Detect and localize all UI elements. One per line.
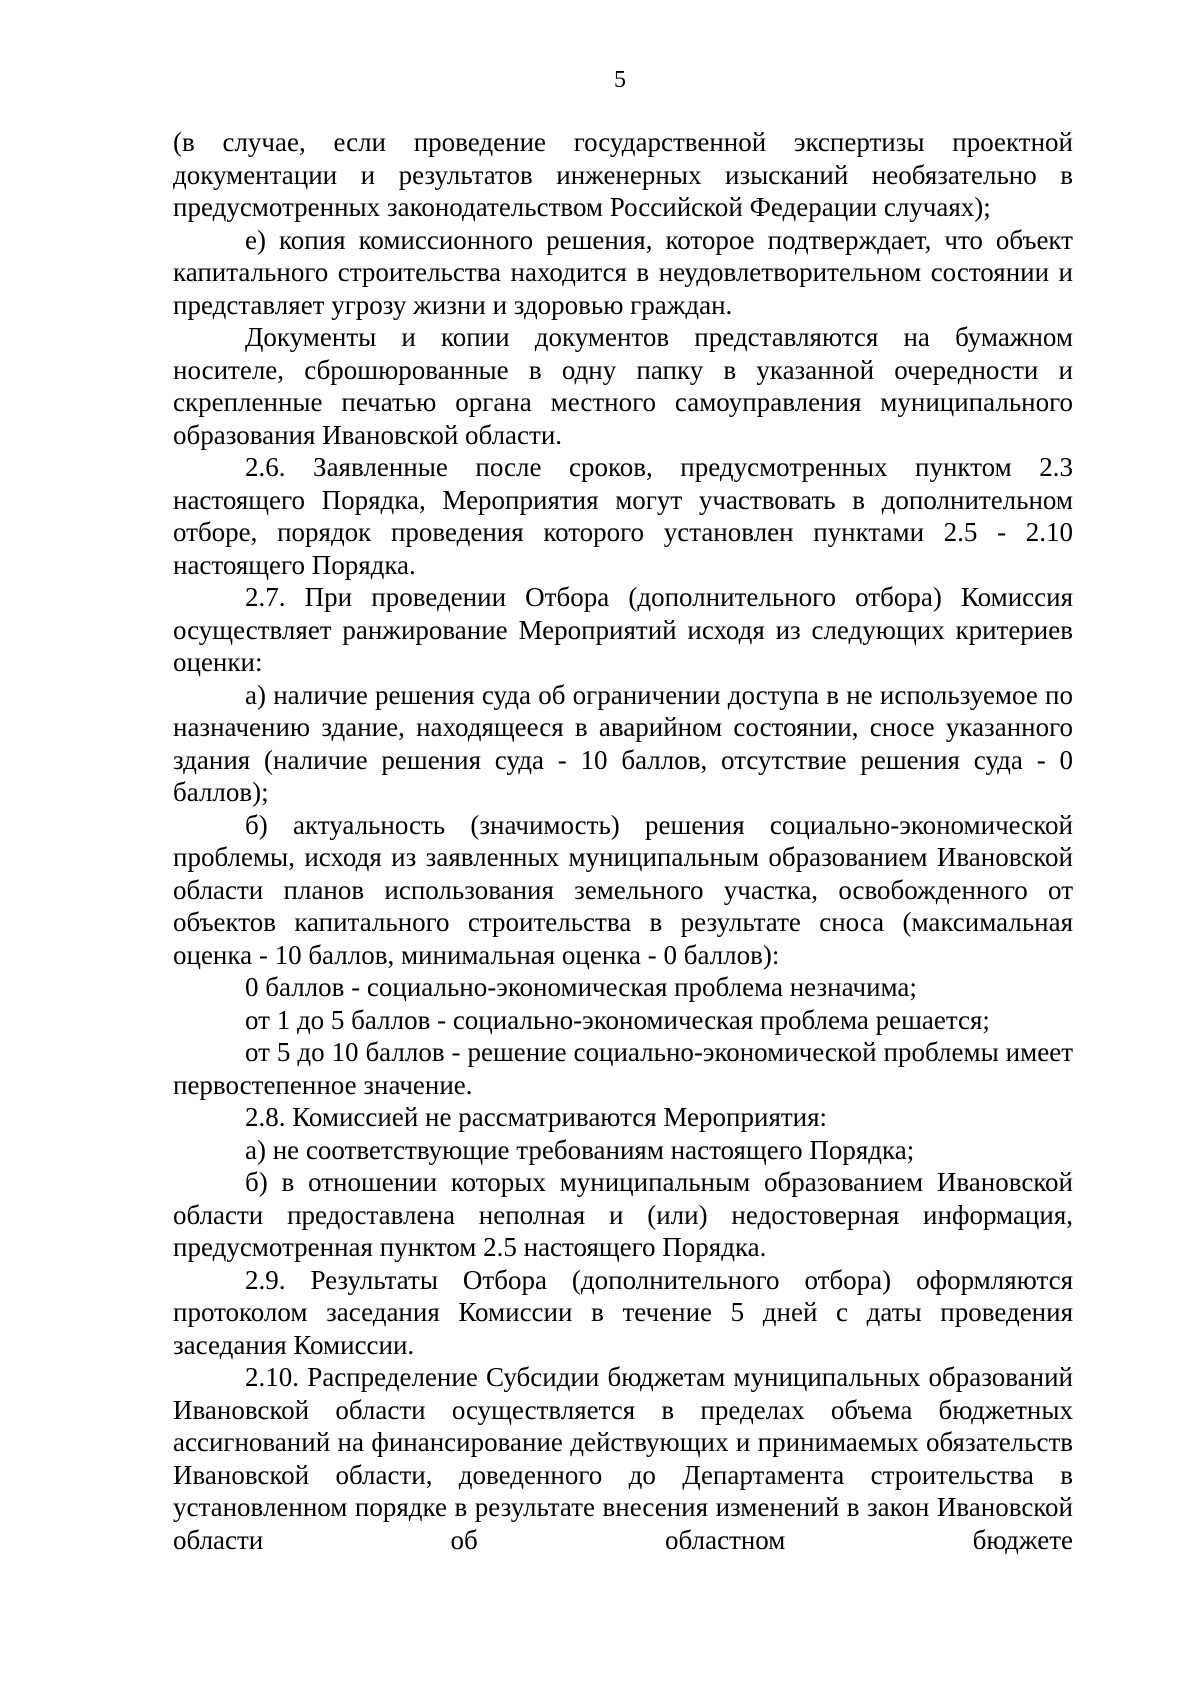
paragraph-criterion-b: б) актуальность (значимость) решения социально-экономической проблемы, исходя из заявленных муниципальным образованием Ивановской области планов использования земельного участка, освобожденного от объектов капитального строительства в результате сноса (максимальная оценка - 10 баллов, минимальная оценка - 0 баллов): <box>173 809 1073 970</box>
paragraph-2-10: 2.10. Распределение Субсидии бюджетам муниципальных образований Ивановской области осуществляется в пределах объема бюджетных ассигнований на финансирование действующих и принимаемых обязательств Ивановской области, доведенного до Департамента строительства в установленном порядке в результате внесения изменений в закон Ивановской области об областном бюджете <box>173 1362 1073 1555</box>
paragraph-2-8: 2.8. Комиссией не рассматриваются Мероприятия: <box>245 1102 828 1132</box>
paragraph-criterion-a: а) наличие решения суда об ограничении доступа в не используемое по назначению здание, находящееся в аварийном состоянии, сносе указанного здания (наличие решения суда - 10 баллов, отсутствие решения суда - 0 баллов); <box>173 679 1073 807</box>
paragraph-expertise-exception: (в случае, если проведение государственной экспертизы проектной документации и результатов инженерных изысканий необязательно в предусмотренных законодательством Российской Федерации случаях); <box>173 127 1073 222</box>
paragraph-item-e-commission-decision: е) копия комиссионного решения, которое подтверждает, что объект капитального строительства находится в неудовлетворительном состоянии и представляет угрозу жизни и здоровью граждан. <box>173 224 1073 320</box>
paragraph-2-9: 2.9. Результаты Отбора (дополнительного отбора) оформляются протоколом заседания Комиссии в течение 5 дней с даты проведения заседания Комиссии. <box>173 1264 1073 1360</box>
paragraph-2-6: 2.6. Заявленные после сроков, предусмотренных пунктом 2.3 настоящего Порядка, Мероприятия могут участвовать в дополнительном отборе, порядок проведения которого установлен пунктами 2.5 - 2.10 настоящего Порядка. <box>173 452 1073 580</box>
paragraph-score-1-5: от 1 до 5 баллов - социально-экономическая проблема решается; <box>245 1004 990 1035</box>
paragraph-2-8-item-b: б) в отношении которых муниципальным образованием Ивановской области предоставлена неполная и (или) недостоверная информация, предусмотренная пунктом 2.5 настоящего Порядка. <box>173 1167 1073 1262</box>
paragraph-score-5-10: от 5 до 10 баллов - решение социально-экономической проблемы имеет первостепенное значение. <box>173 1037 1073 1100</box>
paragraph-2-8-item-a: а) не соответствующие требованиям настоящего Порядка; <box>245 1134 915 1165</box>
paragraph-2-7: 2.7. При проведении Отбора (дополнительного отбора) Комиссия осуществляет ранжирование Мероприятий исходя из следующих критериев оценки: <box>173 582 1073 677</box>
document-body <box>173 126 1073 1556</box>
page-number: 5 <box>614 67 626 93</box>
paragraph-documents-submission: Документы и копии документов представляются на бумажном носителе, сброшюрованные в одну папку в указанной очередности и скрепленные печатью органа местного самоуправления муниципального образования Ивановской области. <box>173 322 1073 450</box>
paragraph-score-0: 0 баллов - социально-экономическая проблема незначима; <box>245 972 917 1002</box>
